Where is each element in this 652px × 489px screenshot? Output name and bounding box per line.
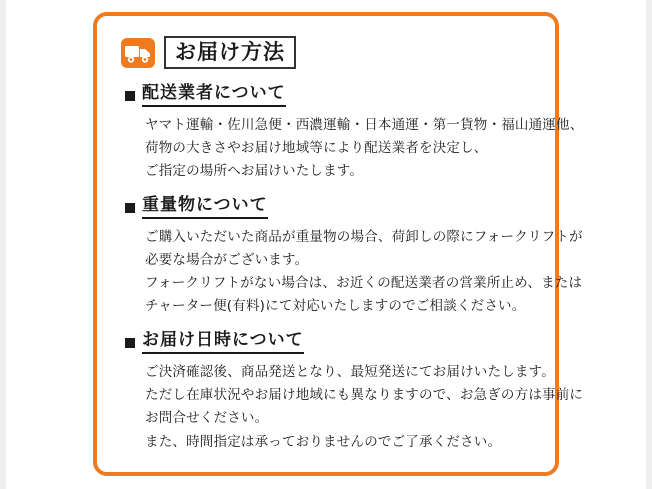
body-line: ご購入いただいた商品が重量物の場合、荷卸しの際にフォークリフトが [145,228,583,245]
section-delivery-datetime [115,330,584,453]
section-body [145,114,584,184]
body-line: ただし在庫状況やお届け地域にも異なりますので、お急ぎの方は事前に [145,387,584,404]
body-line: また、時間指定は承っておりませんのでご了承ください。 [145,433,502,450]
section-title: 重量物について [142,195,268,218]
body-line: 必要な場合がございます。 [145,251,309,268]
body-line: 荷物の大きさやお届け地域等により配送業者を決定し、 [145,139,488,156]
body-line: ご決済確認後、商品発送となり、最短発送にてお届けいたします。 [145,363,555,380]
body-line: ヤマト運輸・佐川急便・西濃運輸・日本通運・第一貨物・福山通運他、 [145,116,584,133]
section-header [125,330,537,353]
section-body [145,226,583,319]
body-line: チャーター便(有料)にて対応いたしますのでご相談ください。 [145,298,526,315]
card-header [121,36,537,69]
square-bullet-icon [125,338,135,348]
section-title: お届け日時について [142,330,304,353]
square-bullet-icon [125,203,135,213]
section-body [145,361,584,454]
section-heavy-items [115,195,583,318]
section-shipping-carriers [115,83,584,183]
body-line: お問合せください。 [145,410,269,427]
section-title: 配送業者について [142,83,286,106]
section-header [125,195,537,218]
page-title: お届け方法 [164,36,296,69]
square-bullet-icon [125,91,135,101]
body-line: フォークリフトがない場合は、お近くの配送業者の営業所止め、または [145,275,583,292]
delivery-info-card [93,12,584,476]
delivery-truck-icon [121,38,155,68]
section-header [125,83,537,106]
body-line: ご指定の場所へお届けいたします。 [145,162,364,179]
